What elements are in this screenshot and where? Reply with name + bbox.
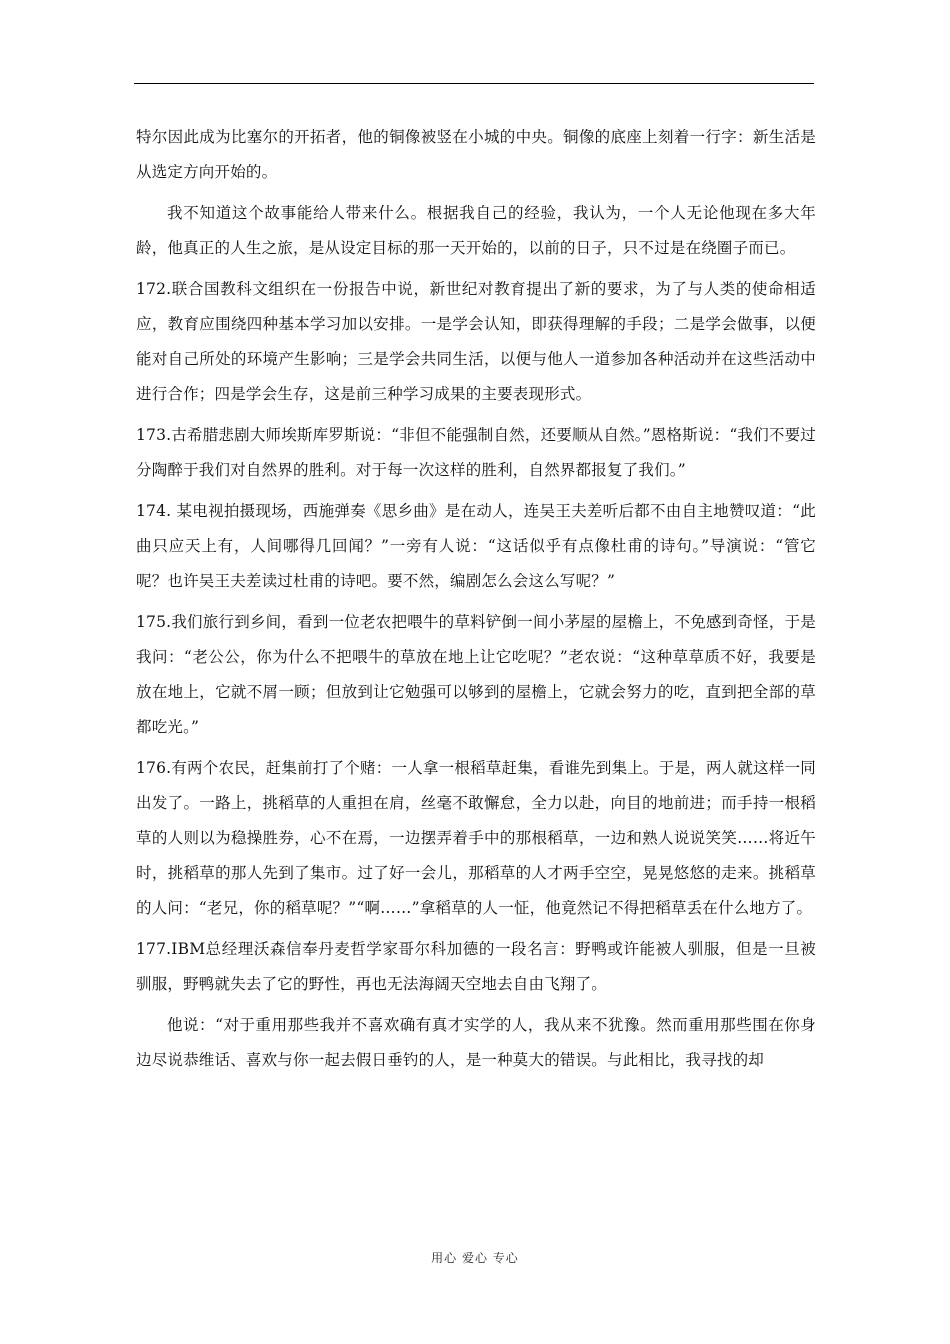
paragraph: 他说：“对于重用那些我并不喜欢确有真才实学的人，我从来不犹豫。然而重用那些围在你身边尽说恭维话、喜欢与你一起去假日垂钓的人，是一种莫大的错误。与此相比，我寻找的却 (136, 1016, 816, 1069)
body-text (136, 120, 816, 1084)
paragraph-176: 176.有两个农民，赶集前打了个赌：一人拿一根稻草赶集，看谁先到集上。于是，两人就这样一同出发了。一路上，挑稻草的人重担在肩，丝毫不敢懈怠，全力以赴，向目的地前进；而手持一根稻草的人则以为稳操胜券，心不在焉，一边摆弄着手中的那根稻草，一边和熟人说说笑笑……将近午时，挑稻草的那人先到了集市。过了好一会儿，那稻草的人才两手空空，晃晃悠悠的走来。挑稻草的人问：“老兄，你的稻草呢？”“啊……”拿稻草的人一怔，他竟然记不得把稻草丢在什么地方了。 (136, 759, 816, 917)
paragraph-177: 177.IBM总经理沃森信奉丹麦哲学家哥尔科加德的一段名言：野鸭或许能被人驯服，但是一旦被驯服，野鸭就失去了它的野性，再也无法海阔天空地去自由飞翔了。 (136, 940, 816, 993)
paragraph: 特尔因此成为比塞尔的开拓者，他的铜像被竖在小城的中央。铜像的底座上刻着一行字：新生活是从选定方向开始的。 (136, 128, 816, 181)
paragraph-174: 174. 某电视拍摄现场，西施弹奏《思乡曲》是在动人，连吴王夫差听后都不由自主地赞叹道：“此曲只应天上有，人间哪得几回闻？”一旁有人说：“这话似乎有点像杜甫的诗句。”导演说：“管它呢？也许吴王夫差读过杜甫的诗吧。要不然，编剧怎么会这么写呢？” (136, 502, 816, 590)
paragraph: 我不知道这个故事能给人带来什么。根据我自己的经验，我认为，一个人无论他现在多大年龄，他真正的人生之旅，是从设定目标的那一天开始的，以前的日子，只不过是在绕圈子而已。 (136, 204, 816, 257)
paragraph-172: 172.联合国教科文组织在一份报告中说，新世纪对教育提出了新的要求，为了与人类的使命相适应，教育应围绕四种基本学习加以安排。一是学会认知，即获得理解的手段；二是学会做事，以便能对自己所处的环境产生影响；三是学会共同生活，以便与他人一道参加各种活动并在这些活动中进行合作；四是学会生存，这是前三种学习成果的主要表现形式。 (136, 280, 816, 403)
header-rule (134, 83, 814, 84)
paragraph-175: 175.我们旅行到乡间，看到一位老农把喂牛的草料铲倒一间小茅屋的屋檐上，不免感到奇怪，于是我问：“老公公，你为什么不把喂牛的草放在地上让它吃呢？”老农说：“这种草草质不好，我要是放在地上，它就不屑一顾；但放到让它勉强可以够到的屋檐上，它就会努力的吃，直到把全部的草都吃光。” (136, 613, 816, 736)
paragraph-173: 173.古希腊悲剧大师埃斯库罗斯说：“非但不能强制自然，还要顺从自然。”恩格斯说：“我们不要过分陶醉于我们对自然界的胜利。对于每一次这样的胜利，自然界都报复了我们。” (136, 426, 816, 479)
page-footer: 用心 爱心 专心 (431, 1251, 519, 1265)
